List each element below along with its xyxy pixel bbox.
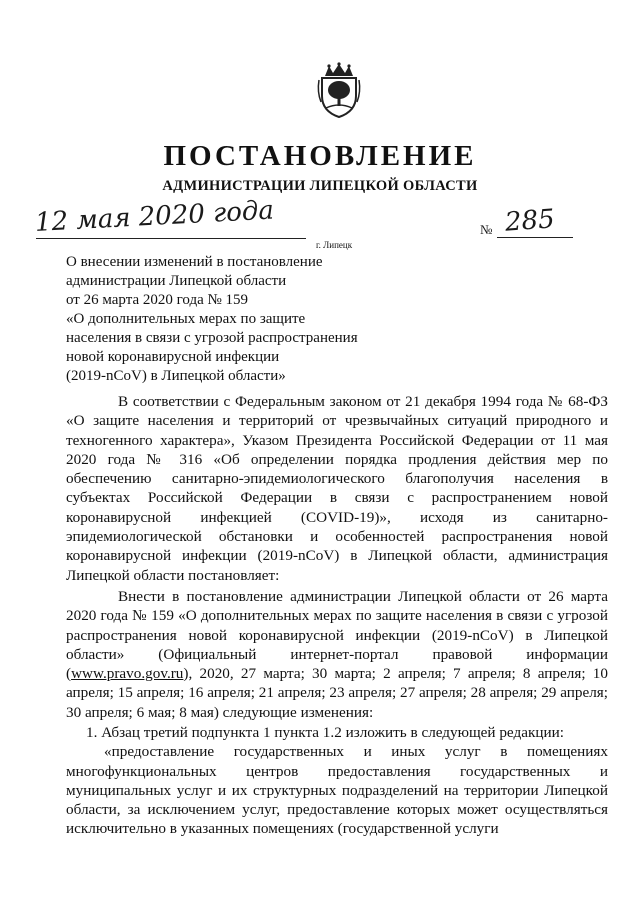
handwritten-date: 12 мая 2020 года: [34, 195, 275, 238]
changes-section: [66, 723, 608, 839]
subject-line: новой коронавирусной инфекции: [66, 349, 280, 365]
document-title: ПОСТАНОВЛЕНИЕ: [163, 140, 477, 172]
city-label: г. Липецк: [316, 240, 353, 250]
number-sign: №: [480, 222, 493, 237]
preamble-paragraph: В соответствии с Федеральным законом от 21 декабря 1994 года № 68-ФЗ «О защите населения и территорий от чрезвычайных ситуаций природного и техногенного характера», Указом Президента Российской Федерации от 11 мая 2020 года № 316 «Об определении порядка продления действия мер по обеспечению санитарно-эпидемиологического благополучия населения в субъектах Российской Федерации в связи с распространением новой коронавирусной инфекцией (COVID-19)», исходя из санитарно-эпидемиологической обстановки и особенностей распространения новой коронавирусной инфекции (2019-nCoV) в Липецкой области, администрация Липецкой области постановляет:: [66, 393, 608, 584]
date-underline: [36, 238, 306, 239]
preamble-section: [66, 392, 608, 585]
amendment-text-start: Внести в постановление администрации Липецкой области от 26 марта 2020 года № 159 «О дополнительных мерах по защите населения в связи с угрозой распространения новой коронавирусной инфекции (2019-nCoV) в Липецкой области» (Официальный интернет-портал правовой информации (: [66, 588, 608, 683]
coat-of-arms-emblem: [316, 62, 362, 118]
issuing-authority: АДМИНИСТРАЦИИ ЛИПЕЦКОЙ ОБЛАСТИ: [162, 178, 478, 194]
number-underline: [497, 237, 573, 238]
point-1: 1. Абзац третий подпункта 1 пункта 1.2 изложить в следующей редакции:: [86, 724, 564, 741]
amendment-paragraph: [66, 587, 608, 722]
subject-line: от 26 марта 2020 года № 159: [66, 292, 249, 308]
subject-line: населения в связи с угрозой распространения: [66, 330, 358, 346]
subject-line: О внесении изменений в постановление: [66, 254, 323, 270]
amendment-text-end: ), 2020, 27 марта; 30 марта; 2 апреля; 7 апреля; 8 апреля; 10 апреля; 15 апреля; 16 апреля; 21 апреля; 23 апреля; 27 апреля; 28 апреля; 29 апреля; 30 апреля; 6 мая; 8 мая) следующие изменения:: [66, 665, 608, 721]
subject-line: «О дополнительных мерах по защите: [66, 311, 306, 327]
subject-line: (2019-nCoV) в Липецкой области»: [66, 368, 286, 384]
pravo-gov-link[interactable]: www.pravo.gov.ru: [71, 665, 184, 683]
subject-block: [66, 253, 386, 386]
amendment-section: [66, 587, 608, 722]
quoted-text: «предоставление государственных и иных услуг в помещениях многофункциональных центров предоставления государственных и муниципальных услуг и их структурных подразделений на территории Липецкой области, за исключением услуг, предоставление которых может осуществляться исключительно в указанных помещениях (государственной услуги: [66, 743, 608, 838]
handwritten-number: 285: [504, 204, 556, 238]
subject-line: администрации Липецкой области: [66, 273, 287, 289]
